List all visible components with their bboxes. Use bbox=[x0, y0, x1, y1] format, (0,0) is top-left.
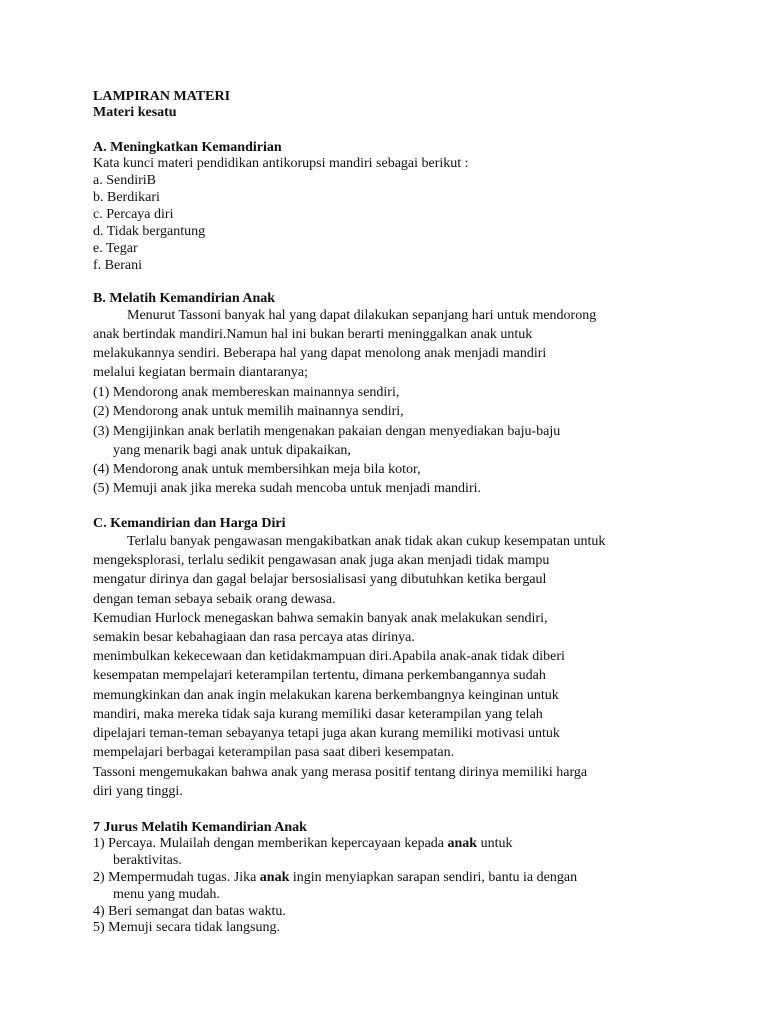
section-b-list-item: (2) Mendorong anak untuk memilih mainannya sendiri, bbox=[93, 404, 404, 419]
section-c-line: mengeksplorasi, terlalu sedikit pengawasan anak juga akan menjadi tidak mampu bbox=[93, 553, 550, 568]
section-c-line: Kemudian Hurlock menegaskan bahwa semakin banyak anak melakukan sendiri, bbox=[93, 611, 548, 626]
section-d-item bbox=[93, 835, 512, 852]
section-d-item-text: 2) Mempermudah tugas. Jika bbox=[93, 870, 260, 885]
section-d-item-continuation: menu yang mudah. bbox=[113, 887, 220, 902]
section-c-line: kesempatan mempelajari keterampilan tertentu, dimana perkembangannya sudah bbox=[93, 668, 546, 683]
section-c-line: mandiri, maka mereka tidak saja kurang memiliki dasar keterampilan yang telah bbox=[93, 707, 543, 722]
section-a-item: a. SendiriB bbox=[93, 173, 156, 188]
document-title: LAMPIRAN MATERI bbox=[93, 89, 231, 104]
section-b-paragraph-line: melakukannya sendiri. Beberapa hal yang dapat menolong anak menjadi mandiri bbox=[93, 346, 547, 361]
section-d-item: 4) Beri semangat dan batas waktu. bbox=[93, 904, 286, 919]
section-c-line: Tassoni mengemukakan bahwa anak yang merasa positif tentang dirinya memiliki harga bbox=[93, 765, 588, 780]
section-a-intro: Kata kunci materi pendidikan antikorupsi mandiri sebagai berikut : bbox=[93, 156, 469, 171]
section-c-line: Terlalu banyak pengawasan mengakibatkan anak tidak akan cukup kesempatan untuk bbox=[127, 534, 606, 549]
section-b-list-item: (4) Mendorong anak untuk membersihkan meja bila kotor, bbox=[93, 462, 421, 477]
section-c-line: menimbulkan kekecewaan dan ketidakmampuan diri.Apabila anak-anak tidak diberi bbox=[93, 649, 565, 664]
section-d-item-continuation: beraktivitas. bbox=[113, 853, 182, 868]
section-b-list-item-continuation: yang menarik bagi anak untuk dipakaikan, bbox=[113, 443, 351, 458]
section-d-item bbox=[93, 869, 577, 886]
section-a-heading: A. Meningkatkan Kemandirian bbox=[93, 140, 282, 155]
section-a-item: e. Tegar bbox=[93, 241, 138, 256]
section-d-heading: 7 Jurus Melatih Kemandirian Anak bbox=[93, 820, 307, 835]
document-subtitle: Materi kesatu bbox=[93, 105, 177, 120]
section-b-heading: B. Melatih Kemandirian Anak bbox=[93, 291, 276, 306]
section-c-line: dipelajari teman-teman sebayanya tetapi juga akan kurang memiliki motivasi untuk bbox=[93, 726, 560, 741]
section-b-list-item: (3) Mengijinkan anak berlatih mengenakan pakaian dengan menyediakan baju-baju bbox=[93, 424, 561, 439]
section-b-list-item: (5) Memuji anak jika mereka sudah mencoba untuk menjadi mandiri. bbox=[93, 481, 481, 496]
section-a-item: f. Berani bbox=[93, 258, 142, 273]
section-c-line: semakin besar kebahagiaan dan rasa percaya atas dirinya. bbox=[93, 630, 415, 645]
section-b-paragraph-line: melalui kegiatan bermain diantaranya; bbox=[93, 365, 308, 380]
section-c-line: dengan teman sebaya sebaik orang dewasa. bbox=[93, 592, 336, 607]
section-d-item-text: untuk bbox=[477, 836, 513, 851]
section-c-line: mempelajari berbagai keterampilan pasa saat diberi kesempatan. bbox=[93, 745, 455, 760]
section-d-item-emphasis: anak bbox=[447, 836, 478, 851]
section-d-item-text: 1) Percaya. Mulailah dengan memberikan kepercayaan kepada bbox=[93, 836, 448, 851]
section-a-item: b. Berdikari bbox=[93, 190, 160, 205]
section-c-heading: C. Kemandirian dan Harga Diri bbox=[93, 516, 286, 531]
section-c-line: memungkinkan dan anak ingin melakukan karena berkembangnya keinginan untuk bbox=[93, 688, 559, 703]
section-b-list-item: (1) Mendorong anak membereskan mainannya sendiri, bbox=[93, 385, 400, 400]
section-d-item-emphasis: anak bbox=[259, 870, 290, 885]
section-c-line: mengatur dirinya dan gagal belajar bersosialisasi yang dibutuhkan ketika bergaul bbox=[93, 572, 547, 587]
section-a-item: d. Tidak bergantung bbox=[93, 224, 206, 239]
section-b-paragraph-line: Menurut Tassoni banyak hal yang dapat dilakukan sepanjang hari untuk mendorong bbox=[127, 308, 597, 323]
section-d-item-text: ingin menyiapkan sarapan sendiri, bantu ia dengan bbox=[289, 870, 578, 885]
section-a-item: c. Percaya diri bbox=[93, 207, 174, 222]
section-c-line: diri yang tinggi. bbox=[93, 784, 183, 799]
section-d-item: 5) Memuji secara tidak langsung. bbox=[93, 920, 281, 935]
section-b-paragraph-line: anak bertindak mandiri.Namun hal ini bukan berarti meninggalkan anak untuk bbox=[93, 327, 533, 342]
